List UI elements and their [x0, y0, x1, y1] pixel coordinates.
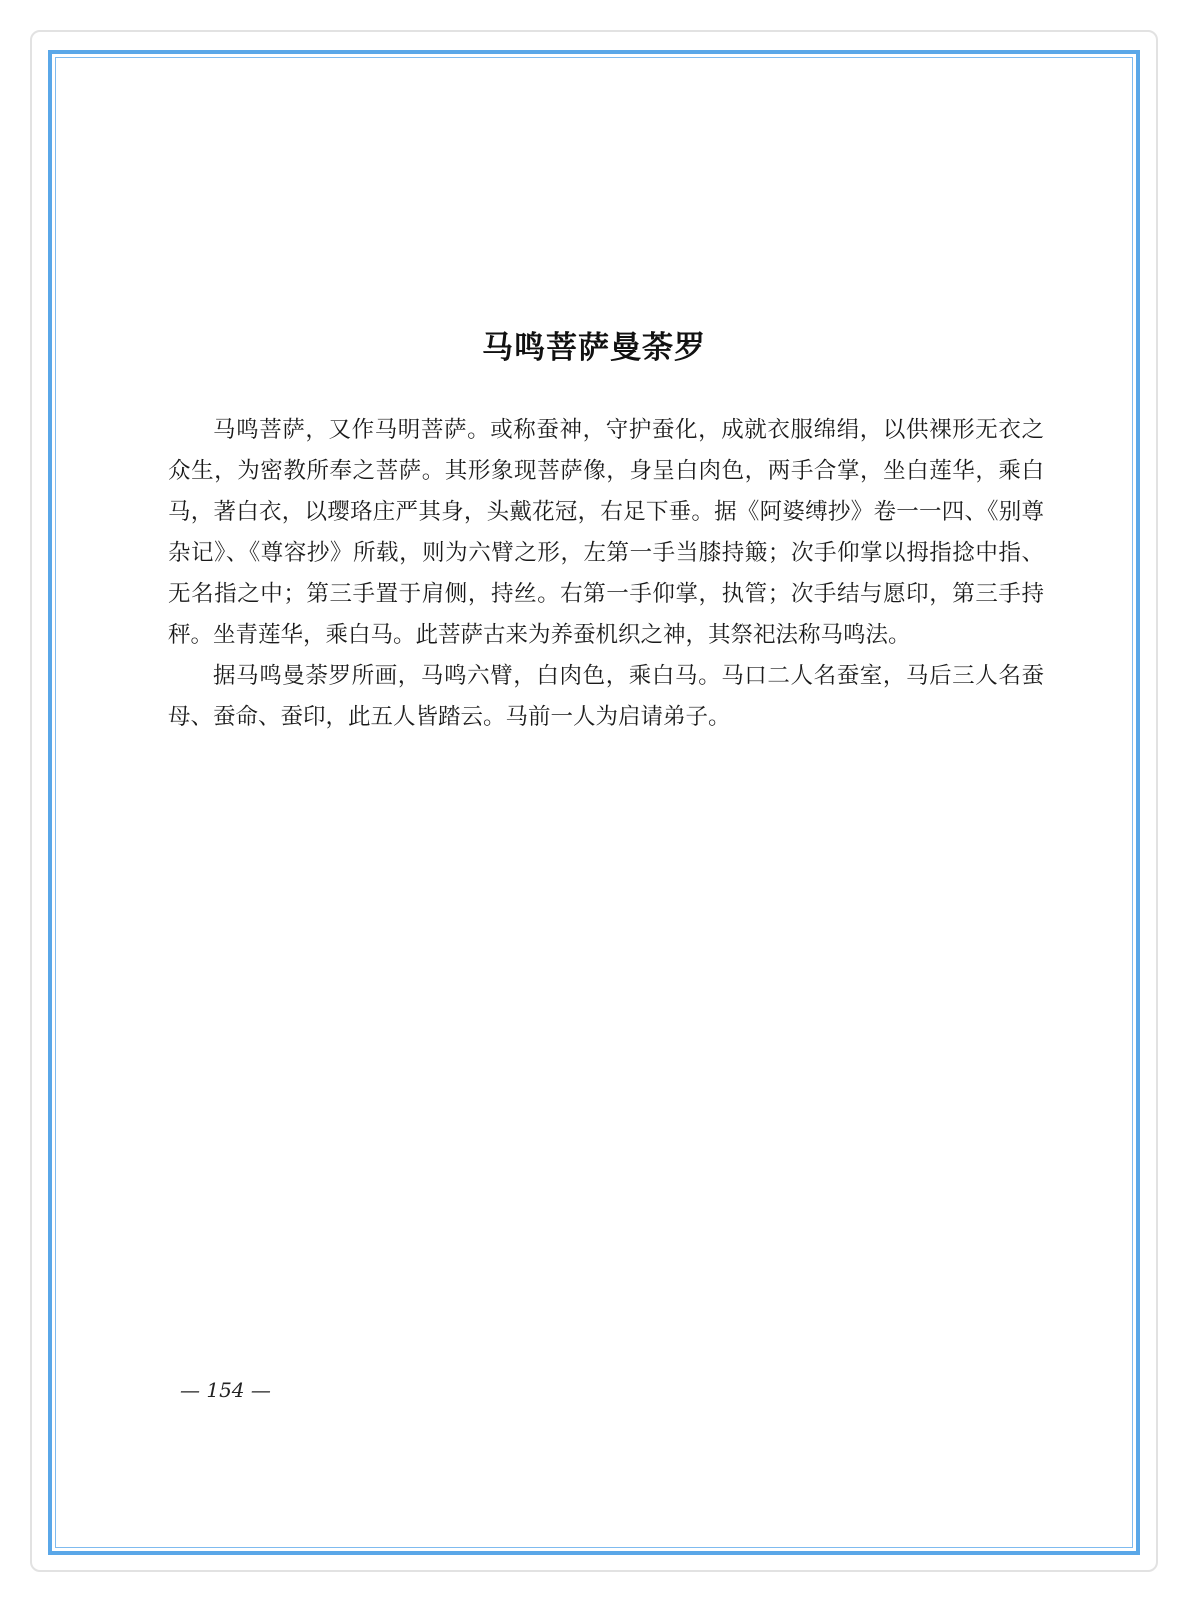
page-frame: [48, 50, 1140, 1555]
page-frame-inner-line: [55, 57, 1133, 1548]
paragraph-2: 据马鸣曼荼罗所画，马鸣六臂，白肉色，乘白马。马口二人名蚕室，马后三人名蚕母、蚕命、蚕印，此五人皆踏云。马前一人为启请弟子。: [168, 663, 1044, 730]
page-number: — 154 —: [180, 1378, 271, 1402]
page-title: 马鸣菩萨曼荼罗: [482, 330, 706, 366]
body-text: [168, 410, 1044, 738]
paragraph-1: 马鸣菩萨，又作马明菩萨。或称蚕神，守护蚕化，成就衣服绵绢，以供裸形无衣之众生，为密教所奉之菩萨。其形象现菩萨像，身呈白肉色，两手合掌，坐白莲华，乘白马，著白衣，以璎珞庄严其身，头戴花冠，右足下垂。据《阿婆缚抄》卷一一四、《别尊杂记》、《尊容抄》所载，则为六臂之形，左第一手当膝持簸；次手仰掌以拇指捻中指、无名指之中；第三手置于肩侧，持丝。右第一手仰掌，执管；次手结与愿印，第三手持秤。坐青莲华，乘白马。此菩萨古来为养蚕机织之神，其祭祀法称马鸣法。: [168, 417, 1044, 648]
